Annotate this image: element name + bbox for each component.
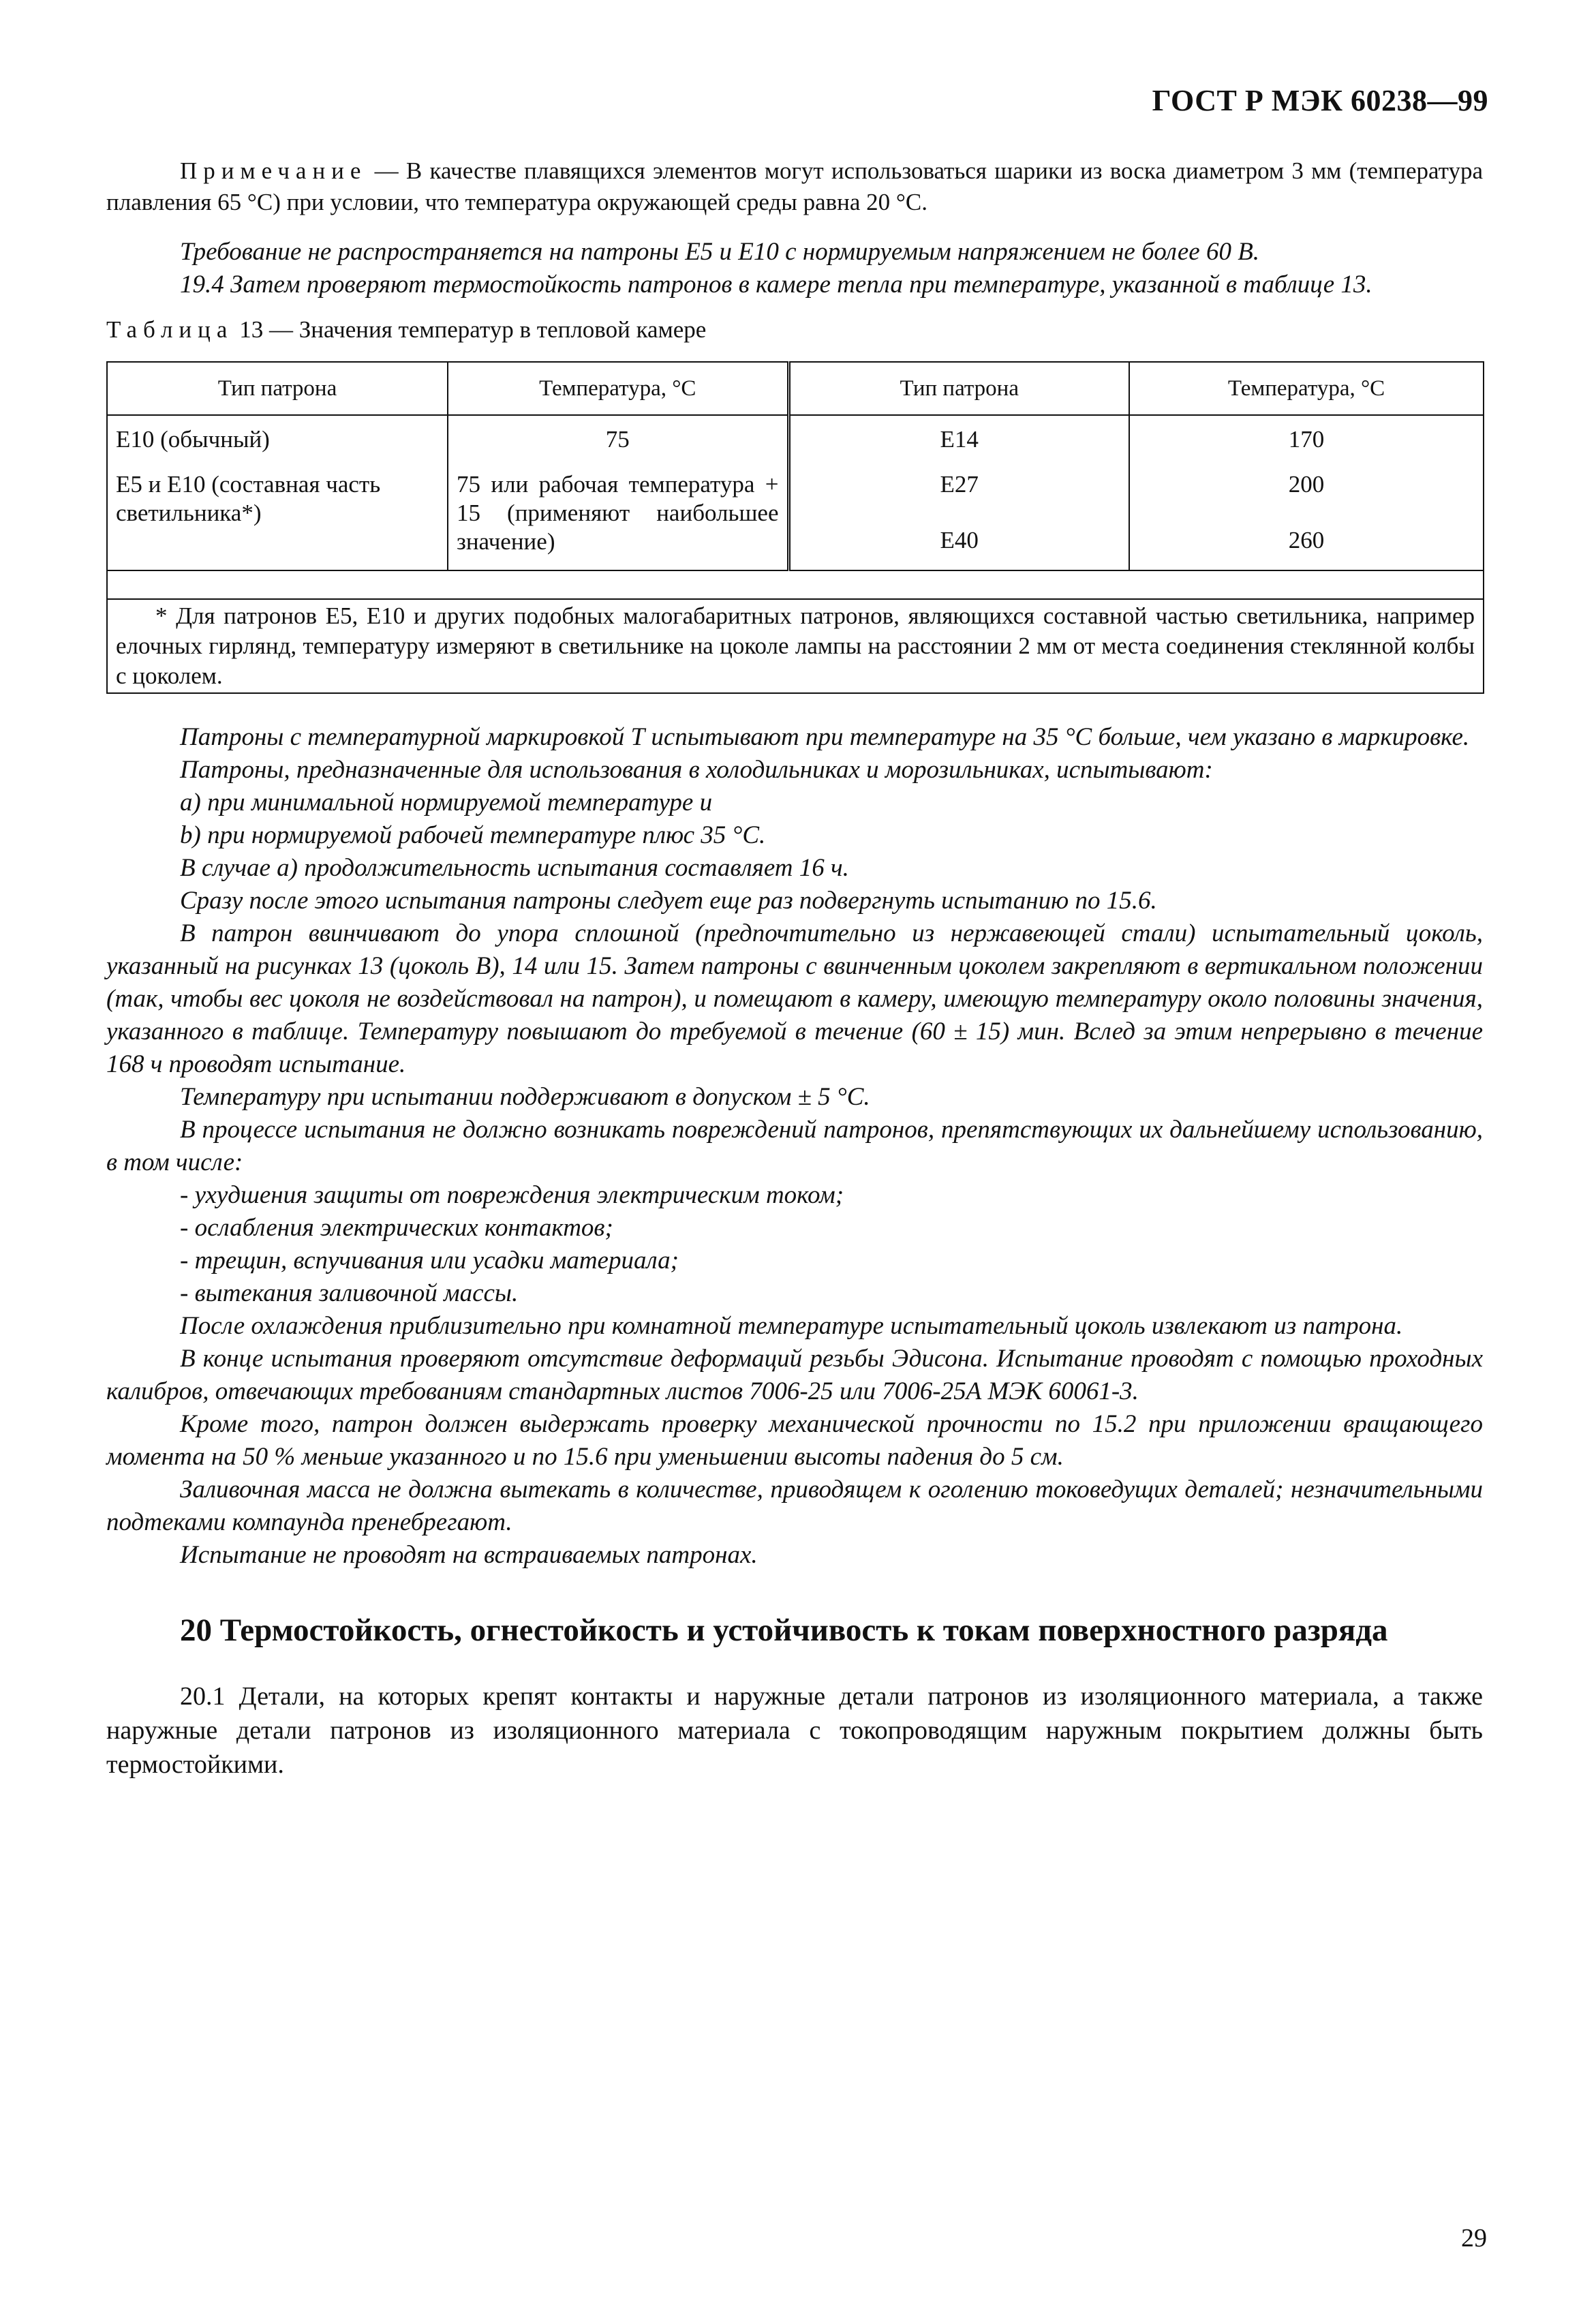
clause-19-4: 19.4 Затем проверяют термостойкость патронов в камере тепла при температуре, указанной в таблице 13.	[180, 271, 1372, 299]
table-13	[106, 361, 1484, 694]
body-paragraph: Патроны, предназначенные для использования в холодильниках и морозильниках, испытывают:	[180, 756, 1213, 784]
table-header-cell: Тип патрона	[107, 362, 448, 415]
requirement-paragraph: Требование не распространяется на патроны Е5 и Е10 с нормируемым напряжением не более 60 В.	[180, 238, 1260, 266]
list-item: - ухудшения защиты от повреждения электрическим током;	[180, 1181, 844, 1209]
table-footnote: * Для патронов Е5, Е10 и других подобных малогабаритных патронов, являющихся составной частью светильника, например елочных гирлянд, температуру измеряют в светильнике на цоколе лампы на расстоянии 2 мм от места соединения стеклянной колбы с цоколем.	[107, 599, 1484, 693]
table-row	[107, 455, 1484, 514]
body-paragraph: В конце испытания проверяют отсутствие деформаций резьбы Эдисона. Испытание проводят с помощью проходных калибров, отвечающих требованиям стандартных листов 7006-25 или 7006-25А МЭК 60061-3.	[106, 1345, 1483, 1405]
list-item: - ослабления электрических контактов;	[180, 1214, 613, 1242]
body-paragraph: В случае а) продолжительность испытания составляет 16 ч.	[180, 854, 849, 882]
table-header-row	[107, 362, 1484, 415]
table-cell-temp: 75	[448, 415, 788, 455]
list-item: - вытекания заливочной массы.	[180, 1279, 519, 1307]
table-cell-temp: 75 или рабочая температура + 15 (применяют наибольшее значение)	[448, 455, 788, 570]
table-cell-type: Е10 (обычный)	[107, 415, 448, 455]
body-paragraph: В патрон ввинчивают до упора сплошной (предпочтительно из нержавеющей стали) испытательный цоколь, указанный на рисунках 13 (цоколь В), 14 или 15. Затем патроны с ввинченным цоколем закрепляют в вертикальном положении (так, чтобы вес цоколя не воздействовал на патрон), и помещают в камеру, имеющую температуру около половины значения, указанного в таблице. Температуру повышают до требуемой в течение (60 ± 15) мин. Вслед за этим непрерывно в течение 168 ч проводят испытание.	[106, 919, 1483, 1078]
condition-list	[106, 787, 1483, 852]
table-footnote-row	[107, 599, 1484, 693]
body-paragraph: После охлаждения приблизительно при комнатной температуре испытательный цоколь извлекают из патрона.	[180, 1312, 1403, 1340]
list-item: - трещин, вспучивания или усадки материала;	[180, 1247, 679, 1274]
table-cell-temp: 200	[1129, 455, 1484, 514]
section-20-title: 20 Термостойкость, огнестойкость и устойчивость к токам поверхностного разряда	[180, 1613, 1388, 1648]
damage-list	[106, 1179, 1483, 1310]
table-cell-type: Е40	[788, 514, 1129, 570]
body-paragraph: В процессе испытания не должно возникать повреждений патронов, препятствующих их дальнейшему использованию, в том числе:	[106, 1116, 1483, 1176]
body-paragraph: Патроны с температурной маркировкой Т испытывают при температуре на 35 °С больше, чем указано в маркировке.	[180, 723, 1470, 751]
table-cell-type: Е27	[788, 455, 1129, 514]
table-cell-type: Е14	[788, 415, 1129, 455]
standard-code-header: ГОСТ Р МЭК 60238—99	[1152, 84, 1488, 117]
list-item: b) при нормируемой рабочей температуре плюс 35 °С.	[180, 821, 766, 849]
body-paragraph: Сразу после этого испытания патроны следует еще раз подвергнуть испытанию по 15.6.	[180, 887, 1157, 915]
table-spacer-row	[107, 570, 1484, 599]
table-header-cell: Тип патрона	[788, 362, 1129, 415]
table-caption-text: 13 — Значения температур в тепловой камере	[233, 316, 707, 343]
table-cell-type: Е5 и Е10 (составная часть светильника*)	[107, 455, 448, 570]
page-number: 29	[1461, 2224, 1487, 2253]
note-paragraph	[106, 155, 1483, 218]
table-header-cell: Температура, °С	[1129, 362, 1484, 415]
list-item: a) при минимальной нормируемой температуре и	[180, 789, 713, 816]
page-content	[106, 155, 1483, 1782]
body-paragraph: Температуру при испытании поддерживают в допуском ± 5 °С.	[180, 1083, 870, 1111]
table-13-caption	[106, 314, 1483, 346]
table-header-cell: Температура, °С	[448, 362, 788, 415]
table-cell-temp: 260	[1129, 514, 1484, 570]
body-paragraph: Испытание не проводят на встраиваемых патронах.	[180, 1541, 758, 1569]
table-caption-label: Таблица	[106, 316, 234, 343]
test-description	[106, 721, 1483, 1572]
note-label: Примечание	[180, 157, 367, 184]
body-paragraph: Заливочная масса не должна вытекать в количестве, приводящем к оголению токоведущих деталей; незначительными подтеками компаунда пренебрегают.	[106, 1476, 1483, 1536]
body-paragraph: Кроме того, патрон должен выдержать проверку механической прочности по 15.2 при приложении вращающего момента на 50 % меньше указанного и по 15.6 при уменьшении высоты падения до 5 см.	[106, 1410, 1483, 1471]
table-row	[107, 415, 1484, 455]
table-cell-temp: 170	[1129, 415, 1484, 455]
clause-20-1: 20.1 Детали, на которых крепят контакты и наружные детали патронов из изоляционного материала, а также наружные детали патронов из изоляционного материала с токопроводящим наружным покрытием должны быть термостойкими.	[106, 1682, 1483, 1779]
note-text: — В качестве плавящихся элементов могут использоваться шарики из воска диаметром 3 мм (температура плавления 65 °С) при условии, что температура окружающей среды равна 20 °С.	[106, 157, 1483, 215]
